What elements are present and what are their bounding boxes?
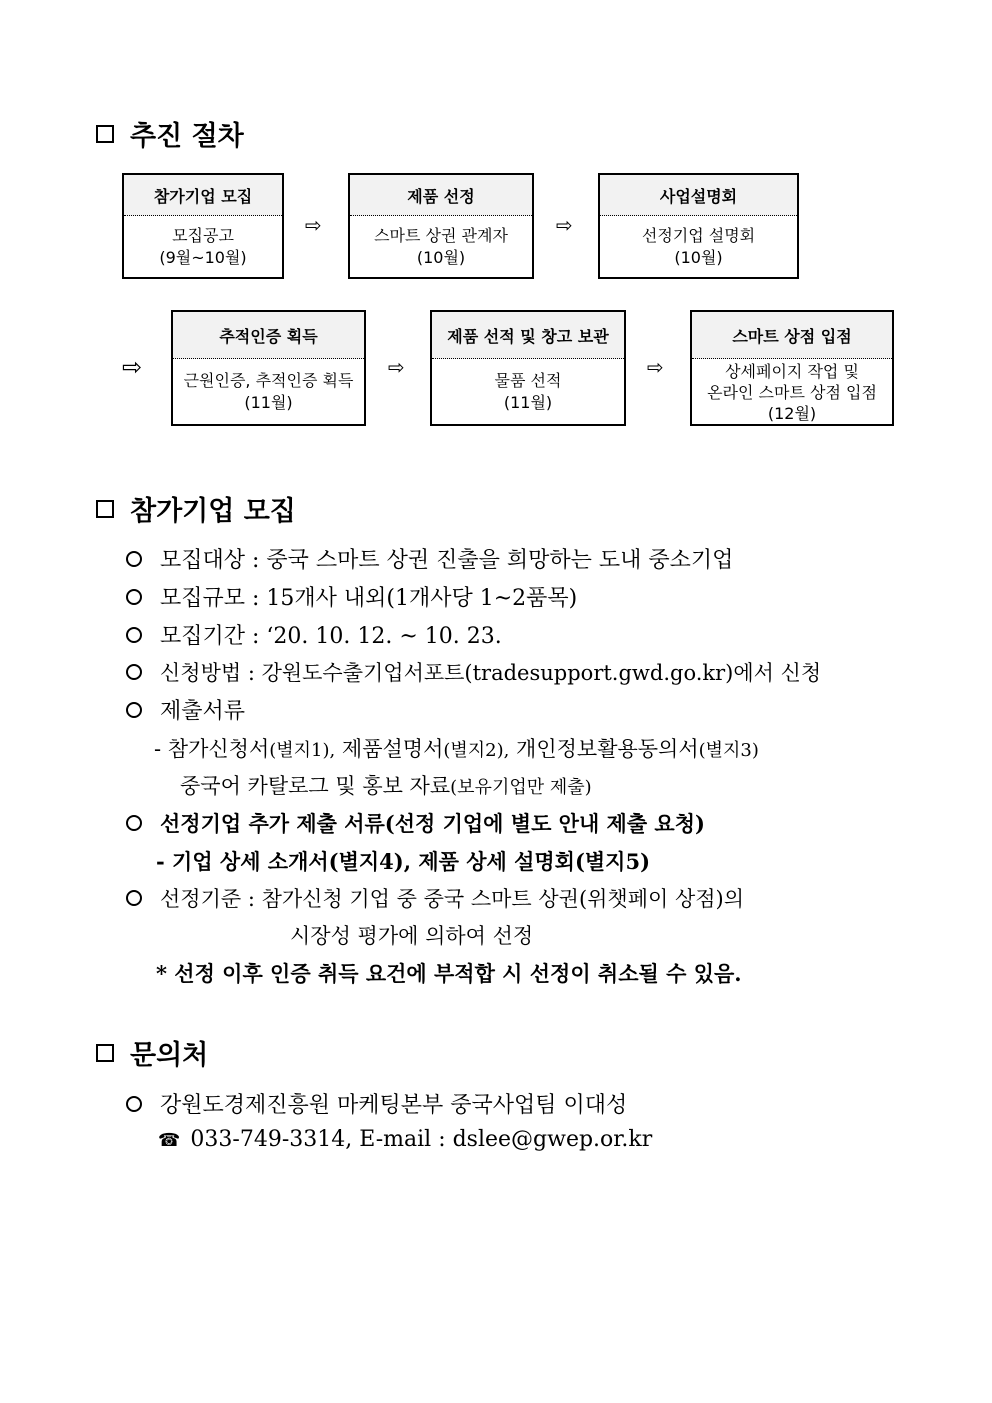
step-desc: 모집공고 [172, 226, 234, 245]
list-item-criteria [124, 883, 744, 913]
checkbox-icon [96, 1044, 114, 1062]
step-title: 제품 선정 [350, 175, 532, 216]
circle-bullet-icon [126, 1096, 142, 1112]
list-item-scale [124, 581, 577, 612]
section-title-text: 추진 절차 [130, 121, 244, 152]
dash: - [154, 737, 162, 761]
section-title-contact [96, 1033, 208, 1072]
list-item-text: 모집규모 : 15개사 내외(1개사당 1~2품목) [160, 586, 578, 611]
docs-sub-line-2 [180, 770, 592, 800]
section-title-text: 참가기업 모집 [130, 496, 296, 527]
circle-bullet-icon [126, 589, 142, 605]
list-item-target [124, 543, 733, 574]
contact-phone [158, 1127, 652, 1152]
checkbox-icon [96, 500, 114, 518]
section-title-recruit [96, 489, 296, 528]
list-item-text: 신청방법 : 강원도수출기업서포트(tradesupport.gwd.go.kr)에서 신청 [160, 661, 822, 685]
step-title: 사업설명회 [600, 175, 797, 216]
doc-name: 제품설명서 [341, 737, 444, 761]
step-desc: 물품 선적 [494, 371, 562, 390]
contact-org-text: 강원도경제진흥원 마케팅본부 중국사업팀 이대성 [160, 1093, 628, 1118]
step-box-5 [430, 310, 626, 426]
section-title-procedure [96, 114, 244, 153]
step-date: (11월) [503, 393, 553, 412]
doc-name: 개인정보활용동의서 [516, 737, 699, 761]
list-item-text: 선정기업 추가 제출 서류(선정 기업에 별도 안내 제출 요청) [160, 811, 705, 836]
doc-name: 참가신청서 [167, 737, 270, 761]
note-line [156, 958, 742, 988]
step-date: (12월) [767, 403, 817, 423]
list-item-period [124, 619, 502, 650]
step-title: 참가기업 모집 [124, 175, 282, 216]
list-item-method [124, 657, 821, 687]
arrow-right-icon: ⇨ [556, 213, 573, 237]
list-item-text: 제출서류 [160, 699, 246, 724]
list-item-docs [124, 694, 245, 725]
step-title: 제품 선적 및 창고 보관 [432, 312, 624, 359]
checkbox-icon [96, 125, 114, 143]
step-date: (11월) [244, 393, 293, 412]
list-item-text: 선정기준 : 참가신청 기업 중 중국 스마트 상권(위챗페이 상점)의 [160, 887, 745, 911]
step-date: (10월) [674, 248, 723, 267]
step-title: 스마트 상점 입점 [692, 312, 892, 359]
doc-note: (별지1), [269, 740, 336, 761]
step-date: (9월~10월) [159, 248, 247, 267]
contact-org [124, 1088, 627, 1119]
circle-bullet-icon [126, 627, 142, 643]
step-box-2 [348, 173, 534, 279]
criteria-line-2 [290, 920, 533, 950]
doc-note: (보유기업만 제출) [450, 777, 592, 798]
arrow-right-icon: ⇨ [647, 355, 664, 379]
arrow-right-icon: ⇨ [122, 353, 143, 381]
circle-bullet-icon [126, 551, 142, 567]
doc-note: (별지2), [443, 740, 510, 761]
step-box-3 [598, 173, 799, 279]
step-desc: 상세페이지 작업 및 [725, 361, 859, 381]
step-date: (10월) [416, 248, 466, 267]
criteria-line-2-text: 시장성 평가에 의하여 선정 [290, 924, 534, 948]
arrow-right-icon: ⇨ [305, 213, 322, 237]
extra-sub-text: - 기업 상세 소개서(별지4), 제품 상세 설명회(별지5) [156, 849, 651, 874]
phone-email-text: 033-749-3314, E-mail : dslee@gwep.or.kr [190, 1127, 653, 1152]
list-item-text: 모집대상 : 중국 스마트 상권 진출을 희망하는 도내 중소기업 [160, 548, 734, 573]
circle-bullet-icon [126, 664, 142, 680]
circle-bullet-icon [126, 702, 142, 718]
circle-bullet-icon [126, 890, 142, 906]
docs-sub-line-1 [154, 733, 759, 763]
doc-note: (별지3) [698, 740, 759, 761]
doc-name: 중국어 카탈로그 및 홍보 자료 [180, 774, 451, 798]
step-title: 추적인증 획득 [173, 312, 364, 359]
circle-bullet-icon [126, 815, 142, 831]
list-item-text: 모집기간 : ‘20. 10. 12. ~ 10. 23. [160, 624, 502, 649]
step-desc: 온라인 스마트 상점 입점 [707, 382, 877, 402]
note-text: * 선정 이후 인증 취득 요건에 부적합 시 선정이 취소될 수 있음. [156, 961, 742, 986]
step-box-6 [690, 310, 894, 426]
extra-sub-line [156, 846, 650, 876]
step-box-4 [171, 310, 366, 426]
step-box-1 [122, 173, 284, 279]
list-item-extra [124, 808, 705, 838]
arrow-right-icon: ⇨ [388, 355, 405, 379]
phone-icon: ☎ [158, 1130, 181, 1151]
step-desc: 스마트 상권 관계자 [374, 226, 508, 245]
section-title-text: 문의처 [130, 1040, 209, 1071]
step-desc: 선정기업 설명회 [641, 226, 756, 245]
step-desc: 근원인증, 추적인증 획득 [183, 371, 354, 390]
